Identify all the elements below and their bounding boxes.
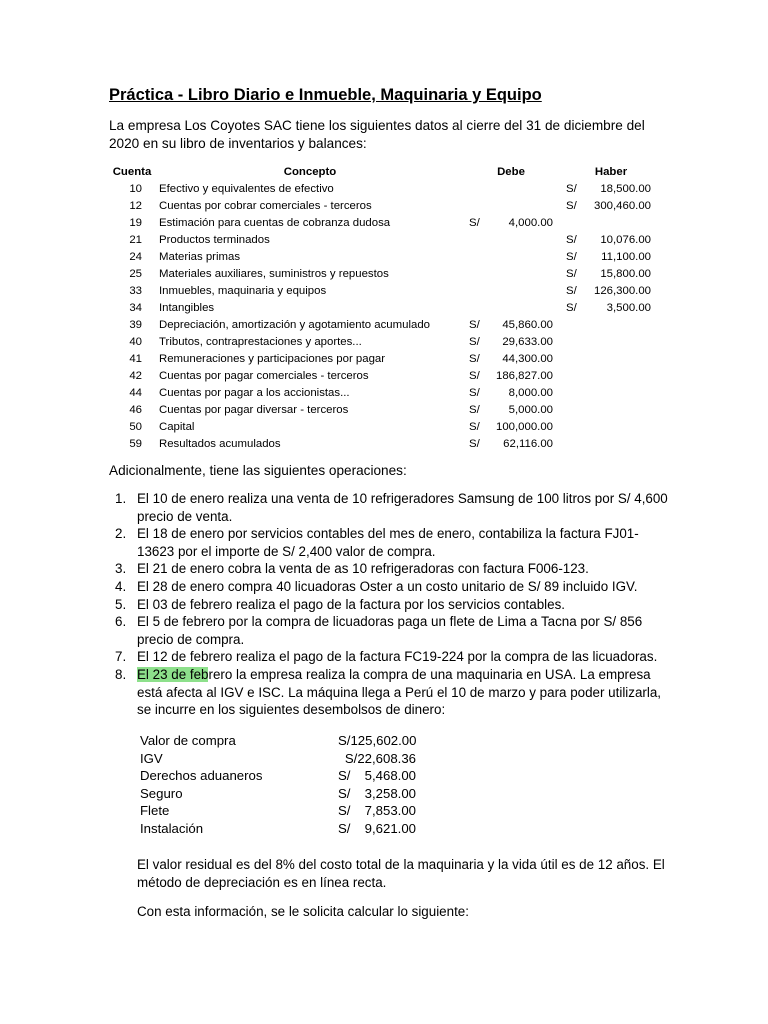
account-concept: Cuentas por cobrar comerciales - terceros	[159, 200, 372, 212]
cost-currency: S/	[338, 820, 351, 836]
document-title: Práctica - Libro Diario e Inmueble, Maquinaria y Equipo	[109, 86, 542, 104]
ledger-row	[0, 215, 768, 232]
header-haber: Haber	[594, 166, 628, 178]
ledger-row	[0, 419, 768, 436]
operation-text: El 28 de enero compra 40 licuadoras Oster a un costo unitario de S/ 89 incluido IGV.	[137, 578, 638, 594]
haber-currency: S/	[566, 234, 577, 246]
cost-label: Derechos aduaneros	[140, 768, 263, 783]
account-number: 33	[129, 285, 142, 297]
account-concept: Cuentas por pagar diversar - terceros	[159, 404, 349, 416]
account-concept: Materias primas	[159, 251, 241, 263]
closing-text: Con esta información, se le solicita calcular lo siguiente:	[137, 904, 469, 919]
debe-currency: S/	[469, 336, 480, 348]
haber-currency: S/	[566, 302, 577, 314]
haber-amount: 10,076.00	[600, 234, 651, 246]
ledger-row	[0, 317, 768, 334]
cost-amount	[338, 732, 416, 750]
account-concept: Cuentas por pagar comerciales - terceros	[159, 370, 369, 382]
operation-item	[109, 490, 669, 525]
operation-number: 6.	[115, 614, 127, 630]
account-concept: Cuentas por pagar a los accionistas...	[159, 387, 350, 399]
cost-value: 3,258.00	[364, 785, 416, 801]
header-concepto: Concepto	[283, 166, 337, 178]
cost-label: IGV	[140, 750, 163, 766]
cost-currency: S/	[338, 768, 351, 783]
cost-row	[140, 750, 440, 768]
account-concept: Efectivo y equivalentes de efectivo	[159, 183, 334, 195]
account-concept: Inmuebles, maquinaria y equipos	[159, 285, 327, 297]
account-number: 19	[129, 217, 142, 229]
cost-row	[140, 767, 440, 785]
haber-amount: 18,500.00	[600, 183, 651, 195]
account-concept: Intangibles	[159, 302, 215, 314]
ledger-row	[0, 249, 768, 266]
account-number: 24	[129, 251, 142, 263]
ledger-row	[0, 402, 768, 419]
debe-amount: 29,633.00	[502, 336, 553, 348]
debe-currency: S/	[469, 421, 480, 433]
account-concept: Depreciación, amortización y agotamiento acumulado	[159, 319, 430, 331]
cost-table	[140, 732, 440, 837]
account-number: 42	[129, 370, 142, 382]
ledger-row	[0, 436, 768, 453]
ledger-row	[0, 198, 768, 215]
operation-text: El 18 de enero por servicios contables del mes de enero, contabiliza la factura FJ01-13623 por el importe de S/ 2,400 valor de compra.	[137, 526, 639, 559]
cost-currency: S/	[338, 785, 351, 801]
operation-text: El 12 de febrero realiza el pago de la factura FC19-224 por la compra de las licuadoras.	[137, 649, 658, 665]
haber-amount: 126,300.00	[593, 285, 651, 297]
cost-label: Instalación	[140, 820, 204, 836]
operation-item	[109, 648, 669, 666]
account-number: 59	[129, 438, 142, 450]
account-number: 46	[129, 404, 142, 416]
haber-currency: S/	[566, 268, 577, 280]
haber-currency: S/	[566, 183, 577, 195]
operation-number: 7.	[115, 649, 127, 665]
debe-currency: S/	[469, 370, 480, 382]
operation-item	[109, 666, 669, 719]
operation-text: rero la empresa realiza la compra de una maquinaria en USA. La empresa está afecta al IGV e ISC. La máquina llega a Perú el 10 de marzo y para poder utilizarla, se incurre en los siguientes desembolsos de dinero:	[137, 666, 662, 718]
debe-amount: 44,300.00	[502, 353, 553, 365]
debe-currency: S/	[469, 319, 480, 331]
account-number: 39	[129, 319, 142, 331]
debe-amount: 100,000.00	[495, 421, 553, 433]
residual-note: El valor residual es del 8% del costo total de la maquinaria y la vida útil es de 12 años. El método de depreciación es en línea recta.	[137, 857, 665, 890]
ledger-header-row	[0, 164, 768, 181]
account-number: 34	[129, 302, 142, 314]
ledger-row	[0, 300, 768, 317]
operation-number: 5.	[115, 596, 127, 612]
account-concept: Productos terminados	[159, 234, 270, 246]
cost-value: 5,468.00	[364, 768, 416, 783]
operation-item	[109, 578, 669, 596]
cost-value: 22,608.36	[357, 750, 416, 766]
operation-number: 8.	[115, 666, 127, 682]
account-number: 40	[129, 336, 142, 348]
debe-currency: S/	[469, 404, 480, 416]
cost-row	[140, 732, 440, 750]
cost-value: 7,853.00	[364, 803, 416, 818]
debe-currency: S/	[469, 217, 480, 229]
account-number: 10	[129, 183, 142, 195]
operation-text: El 10 de enero realiza una venta de 10 refrigeradores Samsung de 100 litros por S/ 4,600 precio de venta.	[137, 491, 668, 524]
operation-item	[109, 525, 669, 560]
operation-item	[109, 596, 669, 614]
operation-text: El 21 de enero cobra la venta de as 10 refrigeradoras con factura F006-123.	[137, 561, 589, 577]
cost-row	[140, 802, 440, 820]
cost-label: Seguro	[140, 785, 183, 801]
account-concept: Remuneraciones y participaciones por pagar	[159, 353, 386, 365]
cost-currency: S/	[338, 733, 351, 748]
operation-number: 1.	[115, 491, 127, 506]
haber-currency: S/	[566, 200, 577, 212]
debe-amount: 8,000.00	[508, 387, 553, 399]
debe-amount: 62,116.00	[503, 438, 553, 450]
account-concept: Capital	[159, 421, 195, 433]
account-concept: Tributos, contraprestaciones y aportes...	[159, 336, 362, 348]
operation-text: El 5 de febrero por la compra de licuadoras paga un flete de Lima a Tacna por S/ 856 precio de compra.	[137, 614, 643, 647]
account-concept: Estimación para cuentas de cobranza dudosa	[159, 217, 391, 229]
account-number: 41	[129, 353, 142, 365]
cost-currency: S/	[344, 750, 358, 766]
ledger-row	[0, 334, 768, 351]
ledger-row	[0, 232, 768, 249]
account-number: 44	[129, 387, 142, 399]
haber-amount: 11,100.00	[601, 251, 651, 263]
haber-amount: 3,500.00	[606, 302, 651, 314]
account-number: 50	[129, 421, 142, 433]
debe-amount: 45,860.00	[502, 319, 553, 331]
highlighted-text: El 23 de feb	[137, 666, 209, 682]
debe-currency: S/	[469, 387, 480, 399]
ledger-row	[0, 385, 768, 402]
cost-value: 125,602.00	[350, 733, 417, 748]
debe-amount: 4,000.00	[508, 217, 553, 229]
intro-paragraph: La empresa Los Coyotes SAC tiene los siguientes datos al cierre del 31 de diciembre del 2020 en su libro de inventarios y balances:	[109, 118, 645, 151]
cost-label: Flete	[140, 803, 170, 818]
operations-list	[109, 490, 669, 719]
haber-currency: S/	[566, 251, 577, 263]
haber-amount: 300,460.00	[593, 200, 651, 212]
operation-item	[109, 613, 669, 648]
operation-number: 4.	[115, 578, 127, 594]
haber-currency: S/	[566, 285, 577, 297]
cost-row	[140, 820, 440, 838]
ledger-row	[0, 181, 768, 198]
ledger-row	[0, 368, 768, 385]
ledger-row	[0, 283, 768, 300]
cost-row	[140, 785, 440, 803]
debe-currency: S/	[469, 353, 480, 365]
operation-text: El 03 de febrero realiza el pago de la factura por los servicios contables.	[137, 596, 565, 612]
header-cuenta: Cuenta	[112, 166, 152, 178]
ledger-row	[0, 351, 768, 368]
account-concept: Materiales auxiliares, suministros y repuestos	[159, 268, 389, 280]
cost-amount	[338, 750, 416, 768]
cost-label: Valor de compra	[140, 733, 236, 748]
cost-currency: S/	[338, 803, 351, 818]
operation-number: 2.	[115, 526, 127, 542]
account-number: 25	[129, 268, 142, 280]
operations-heading: Adicionalmente, tiene las siguientes operaciones:	[109, 463, 407, 478]
header-debe: Debe	[497, 166, 525, 178]
operation-number: 3.	[115, 561, 127, 577]
debe-currency: S/	[469, 438, 480, 450]
debe-amount: 186,827.00	[495, 370, 553, 382]
account-number: 12	[129, 200, 142, 212]
cost-value: 9,621.00	[364, 820, 416, 836]
ledger-row	[0, 266, 768, 283]
account-number: 21	[129, 234, 142, 246]
account-concept: Resultados acumulados	[159, 438, 281, 450]
operation-item	[109, 560, 669, 578]
debe-amount: 5,000.00	[508, 404, 553, 416]
haber-amount: 15,800.00	[600, 268, 651, 280]
